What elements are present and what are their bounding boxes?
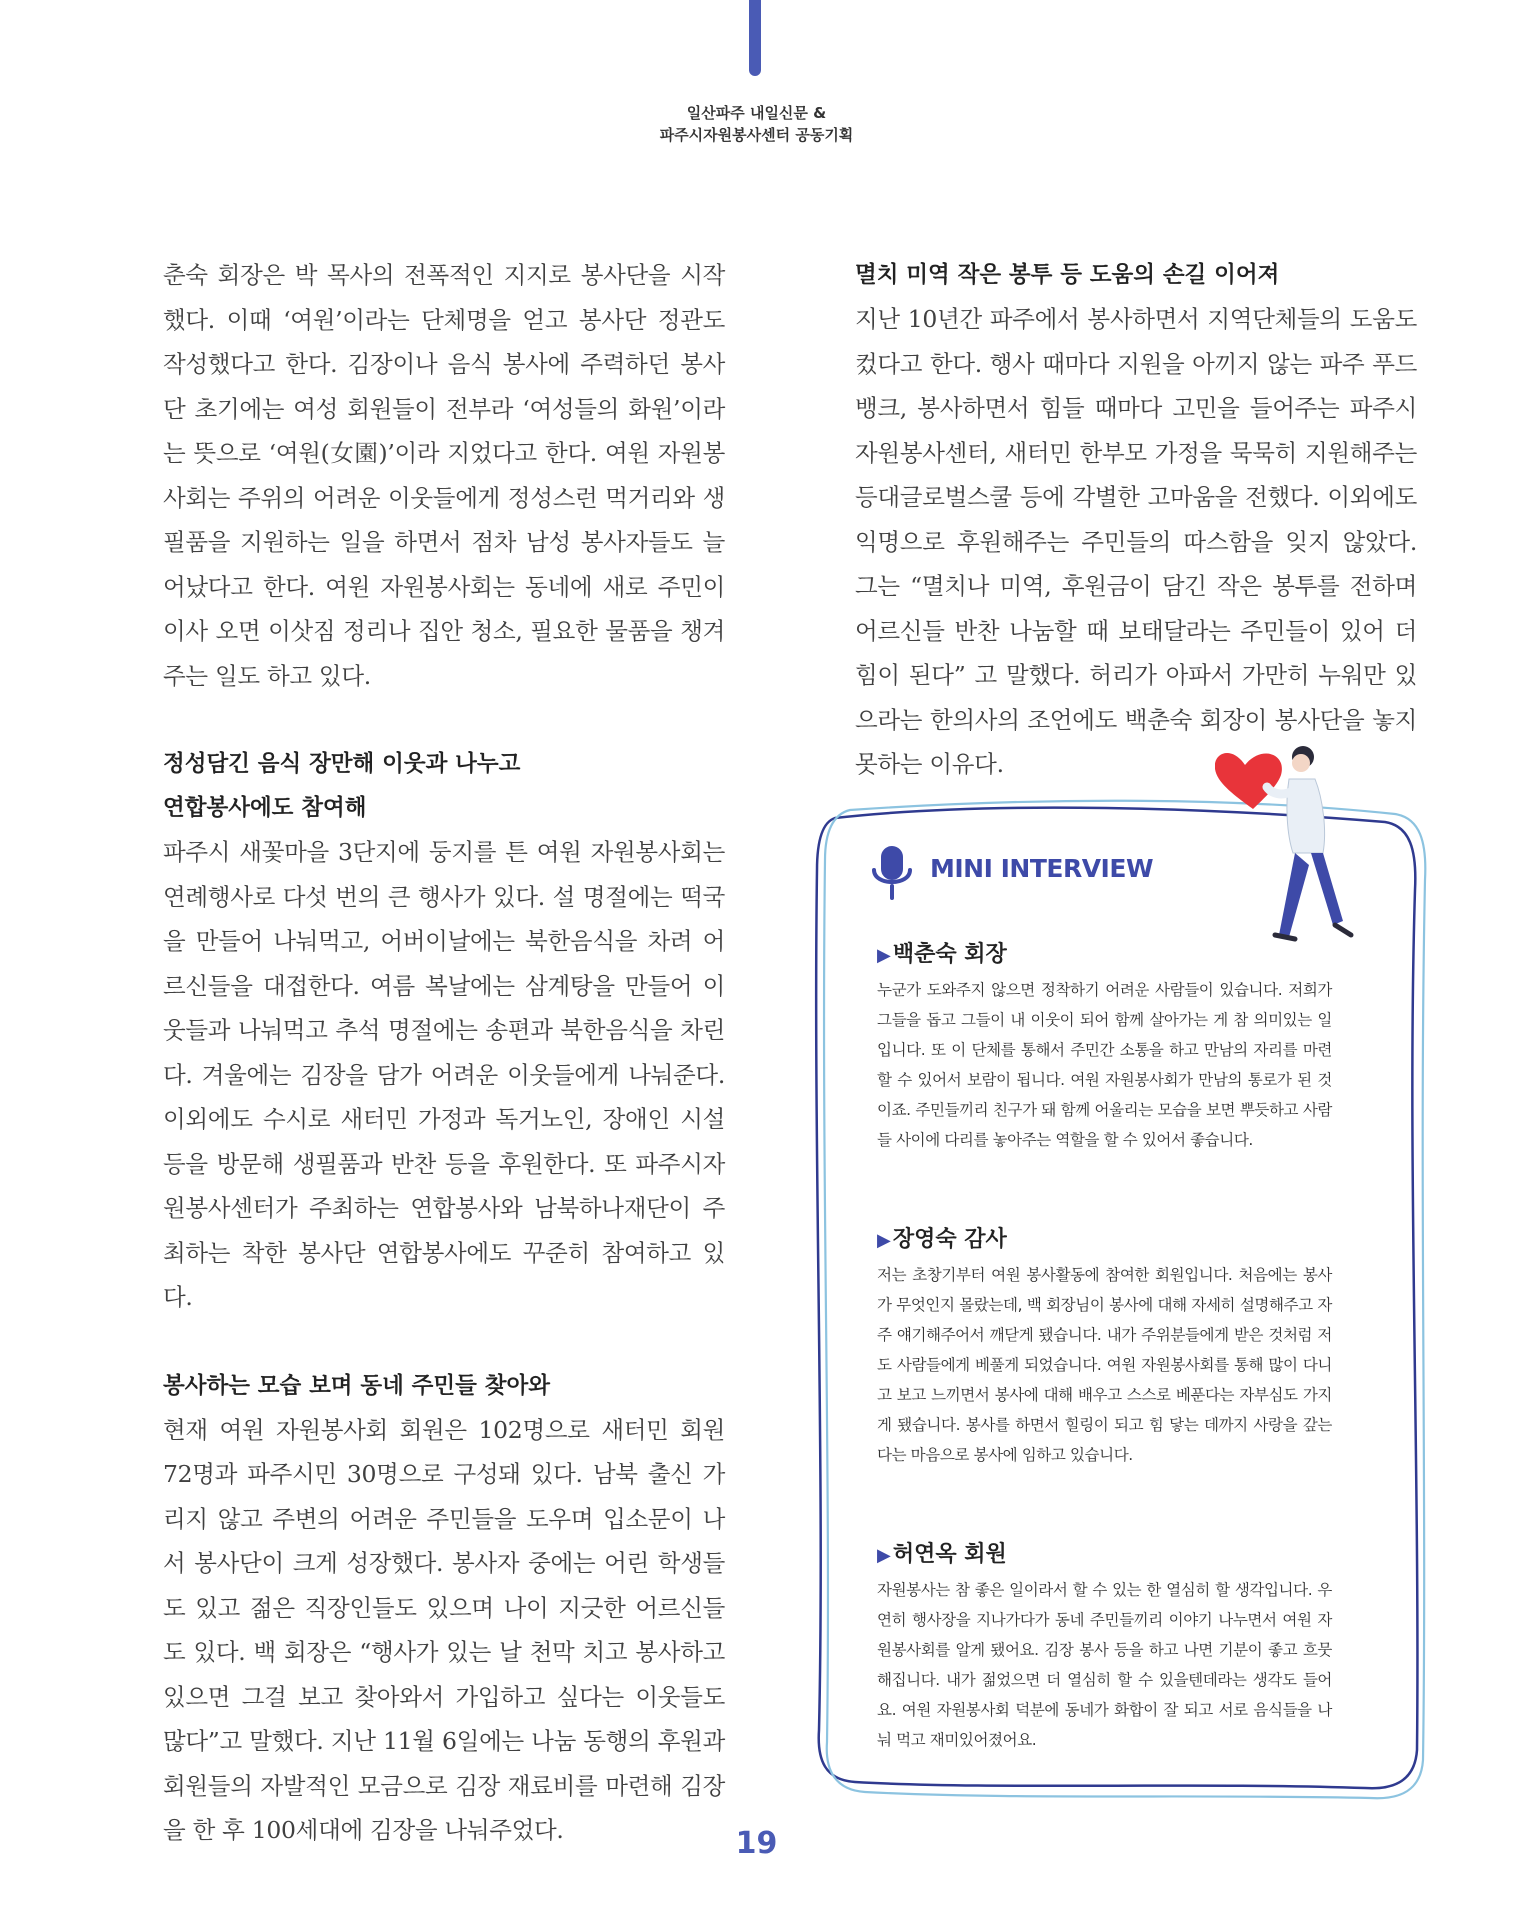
interview-quote: 누군가 도와주지 않으면 정착하기 어려운 사람들이 있습니다. 저희가 그들을 돕고 그들이 내 이웃이 되어 함께 살아가는 게 참 의미있는 일입니다. 또 이 단체를 통해서 주민간 소통을 하고 만남의 자리를 마련할 수 있어서 보람이 됩니다. 여원 자원봉사회가 만남의 통로가 된 것이죠. 주민들끼리 친구가 돼 함께 어울리는 모습을 보면 뿌듯하고 사람들 사이에 다리를 놓아주는 역할을 할 수 있어서 좋습니다. (877, 981, 1332, 1149)
body-paragraph: 춘숙 회장은 박 목사의 전폭적인 지지로 봉사단을 시작했다. 이때 ‘여원’이라는 단체명을 얻고 봉사단 정관도 작성했다고 한다. 김장이나 음식 봉사에 주력하던 봉사단 초기에는 여성 회원들이 전부라 ‘여성들의 화원’이라는 뜻으로 ‘여원(女園)’이라 지었다고 한다. 여원 자원봉사회는 주위의 어려운 이웃들에게 정성스런 먹거리와 생필품을 지원하는 일을 하면서 점차 남성 봉사자들도 늘어났다고 한다. 여원 자원봉사회는 동네에 새로 주민이 이사 오면 이삿짐 정리나 집안 청소, 필요한 물품을 챙겨 주는 일도 하고 있다. (163, 261, 725, 690)
body-paragraph: 현재 여원 자원봉사회 회원은 102명으로 새터민 회원 72명과 파주시민 30명으로 구성돼 있다. 남북 출신 가리지 않고 주변의 어려운 주민들을 도우며 입소문이 나서 봉사단이 크게 성장했다. 봉사자 중에는 어린 학생들도 있고 젊은 직장인들도 있으며 나이 지긋한 어르신들도 있다. 백 회장은 “행사가 있는 날 천막 치고 봉사하고 있으면 그걸 보고 찾아와서 가입하고 싶다는 이웃들도 많다”고 말했다. 지난 11월 6일에는 나눔 동행의 후원과 회원들의 자발적인 모금으로 김장 재료비를 마련해 김장을 한 후 100세대에 김장을 나눠주었다. (163, 1415, 725, 1844)
triangle-marker-icon: ▶ (877, 1545, 891, 1566)
section-heading: 봉사하는 모습 보며 동네 주민들 찾아와 (163, 1372, 550, 1399)
section-heading: 멸치 미역 작은 봉투 등 도움의 손길 이어져 (855, 262, 1280, 288)
body-paragraph: 파주시 새꽃마을 3단지에 둥지를 튼 여원 자원봉사회는 연례행사로 다섯 번의 큰 행사가 있다. 설 명절에는 떡국을 만들어 나눠먹고, 어버이날에는 북한음식을 차려 어르신들을 대접한다. 여름 복날에는 삼계탕을 만들어 이웃들과 나눠먹고 추석 명절에는 송편과 북한음식을 차린다. 겨울에는 김장을 담가 어려운 이웃들에게 나눠준다. 이외에도 수시로 새터민 가정과 독거노인, 장애인 시설 등을 방문해 생필품과 반찬 등을 후원한다. 또 파주시자원봉사센터가 주최하는 연합봉사와 남북하나재단이 주최하는 착한 봉사단 연합봉사에도 꾸준히 참여하고 있다. (163, 838, 725, 1311)
interviewee-name: ▶백춘숙 회장 (877, 942, 1007, 967)
interview-quote: 저는 초창기부터 여원 봉사활동에 참여한 회원입니다. 처음에는 봉사가 무엇인지 몰랐는데, 백 회장님이 봉사에 대해 자세히 설명해주고 자주 얘기해주어서 깨닫게 됐습니다. 내가 주위분들에게 받은 것처럼 저도 사람들에게 베풀게 되었습니다. 여원 자원봉사회를 통해 많이 다니고 보고 느끼면서 봉사에 대해 배우고 스스로 베푼다는 자부심도 가지게 됐습니다. 봉사를 하면서 힐링이 되고 힘 닿는 데까지 사랑을 갚는다는 마음으로 봉사에 임하고 있습니다. (877, 1266, 1332, 1464)
interview-entry (877, 940, 1332, 1155)
body-paragraph: 지난 10년간 파주에서 봉사하면서 지역단체들의 도움도 컸다고 한다. 행사 때마다 지원을 아끼지 않는 파주 푸드뱅크, 봉사하면서 힘들 때마다 고민을 들어주는 파주시자원봉사센터, 새터민 한부모 가정을 묵묵히 지원해주는 등대글로벌스쿨 등에 각별한 고마움을 전했다. 이외에도 익명으로 후원해주는 주민들의 따스함을 잊지 않았다. 그는 “멸치나 미역, 후원금이 담긴 작은 봉투를 전하며 어르신들 반찬 나눔할 때 보태달라는 주민들이 있어 더 힘이 된다” 고 말했다. 허리가 아파서 가만히 누워만 있으라는 한의사의 조언에도 백춘숙 회장이 봉사단을 놓지 못하는 이유다. (855, 305, 1417, 778)
interviewee-name: ▶허연옥 회원 (877, 1542, 1007, 1567)
page-number: 19 (735, 1826, 778, 1861)
interview-entry (877, 1225, 1332, 1470)
right-column (855, 253, 1417, 787)
mini-interview-title: MINI INTERVIEW (930, 854, 1154, 883)
top-accent-bar (749, 0, 761, 76)
section-heading: 정성담긴 음식 장만해 이웃과 나누고 (163, 751, 521, 777)
page-header (0, 102, 1513, 146)
microphone-icon (867, 842, 917, 902)
interview-entry (877, 1540, 1332, 1755)
triangle-marker-icon: ▶ (877, 1230, 891, 1251)
mini-interview-box (795, 770, 1435, 1810)
triangle-marker-icon: ▶ (877, 945, 891, 966)
left-column (163, 253, 725, 1853)
header-line-1: 일산파주 내일신문 & (686, 104, 827, 122)
header-line-2: 파주시자원봉사센터 공동기획 (659, 126, 854, 144)
section-heading: 연합봉사에도 참여해 (163, 795, 367, 821)
interview-quote: 자원봉사는 참 좋은 일이라서 할 수 있는 한 열심히 할 생각입니다. 우연히 행사장을 지나가다가 동네 주민들끼리 이야기 나누면서 여원 자원봉사회를 알게 됐어요. 김장 봉사 등을 하고 나면 기분이 좋고 흐뭇해집니다. 내가 젊었으면 더 열심히 할 수 있을텐데라는 생각도 들어요. 여원 자원봉사회 덕분에 동네가 화합이 잘 되고 서로 음식들을 나눠 먹고 재미있어졌어요. (877, 1581, 1332, 1749)
heart-person-illustration (1215, 735, 1355, 965)
interviewee-name: ▶장영숙 감사 (877, 1227, 1007, 1252)
